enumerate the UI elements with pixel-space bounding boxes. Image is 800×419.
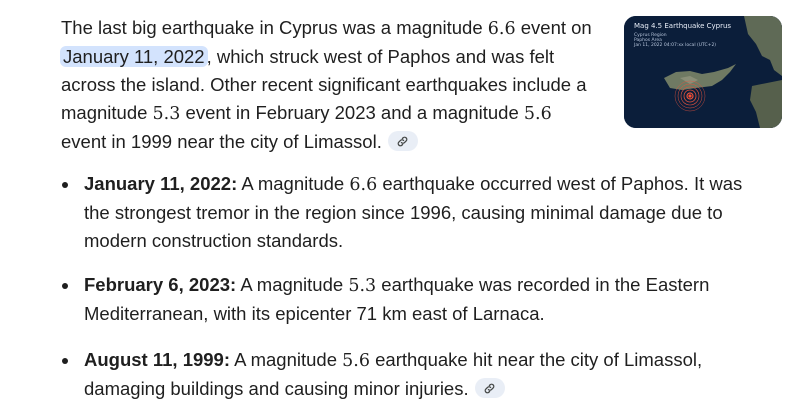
map-subtitle-3: Jan 11, 2022 04:07:xx local (UTC+2) [634, 43, 717, 48]
map-subtitle-1: Cyprus Region [634, 33, 667, 38]
link-icon [483, 382, 496, 395]
item-text: A magnitude [236, 274, 349, 295]
item-date: February 6, 2023: [84, 274, 237, 295]
earthquake-list [60, 170, 760, 419]
intro-text-4: event in February 2023 and a magnitude [180, 102, 524, 123]
item-text: earthquake was recorded in the Eastern Mediterranean, with its epicenter 71 km east of Larnaca. [84, 274, 710, 324]
earthquake-map-thumbnail[interactable] [624, 16, 782, 128]
item-date: January 11, 2022: [84, 173, 238, 194]
list-item [60, 346, 760, 403]
item-date: August 11, 1999: [84, 349, 231, 370]
item-text: A magnitude [237, 173, 350, 194]
item-magnitude: 6.6 [349, 175, 378, 195]
map-title: Mag 4.5 Earthquake Cyprus [634, 22, 732, 30]
intro-text-3: , which struck west of Paphos and was felt across the island. Other recent significant earthquakes include a magnitude [61, 46, 587, 123]
link-icon [396, 135, 409, 148]
item-text: A magnitude [230, 349, 343, 370]
map-subtitle-2: Paphos Area [634, 38, 662, 43]
intro-text-5: event in 1999 near the city of Limassol. [61, 131, 382, 152]
list-item [60, 271, 760, 328]
intro-magnitude-2: 5.3 [152, 104, 181, 124]
intro-paragraph [61, 14, 601, 156]
intro-text-1: The last big earthquake in Cyprus was a magnitude [61, 17, 488, 38]
intro-text-2: event on [515, 17, 592, 38]
source-link-button[interactable] [388, 131, 418, 151]
item-text: earthquake hit near the city of Limassol, damaging buildings and causing minor injuries. [84, 349, 703, 399]
list-item [60, 170, 760, 255]
item-magnitude: 5.3 [348, 276, 377, 296]
item-text: earthquake occurred west of Paphos. It was the strongest tremor in the region since 1996, causing minimal damage due to modern construction standards. [84, 173, 743, 251]
highlighted-date[interactable]: January 11, 2022 [60, 46, 208, 67]
item-magnitude: 5.6 [342, 351, 370, 371]
intro-magnitude-1: 6.6 [487, 19, 516, 39]
intro-magnitude-3: 5.6 [523, 104, 552, 124]
source-link-button[interactable] [475, 378, 505, 398]
